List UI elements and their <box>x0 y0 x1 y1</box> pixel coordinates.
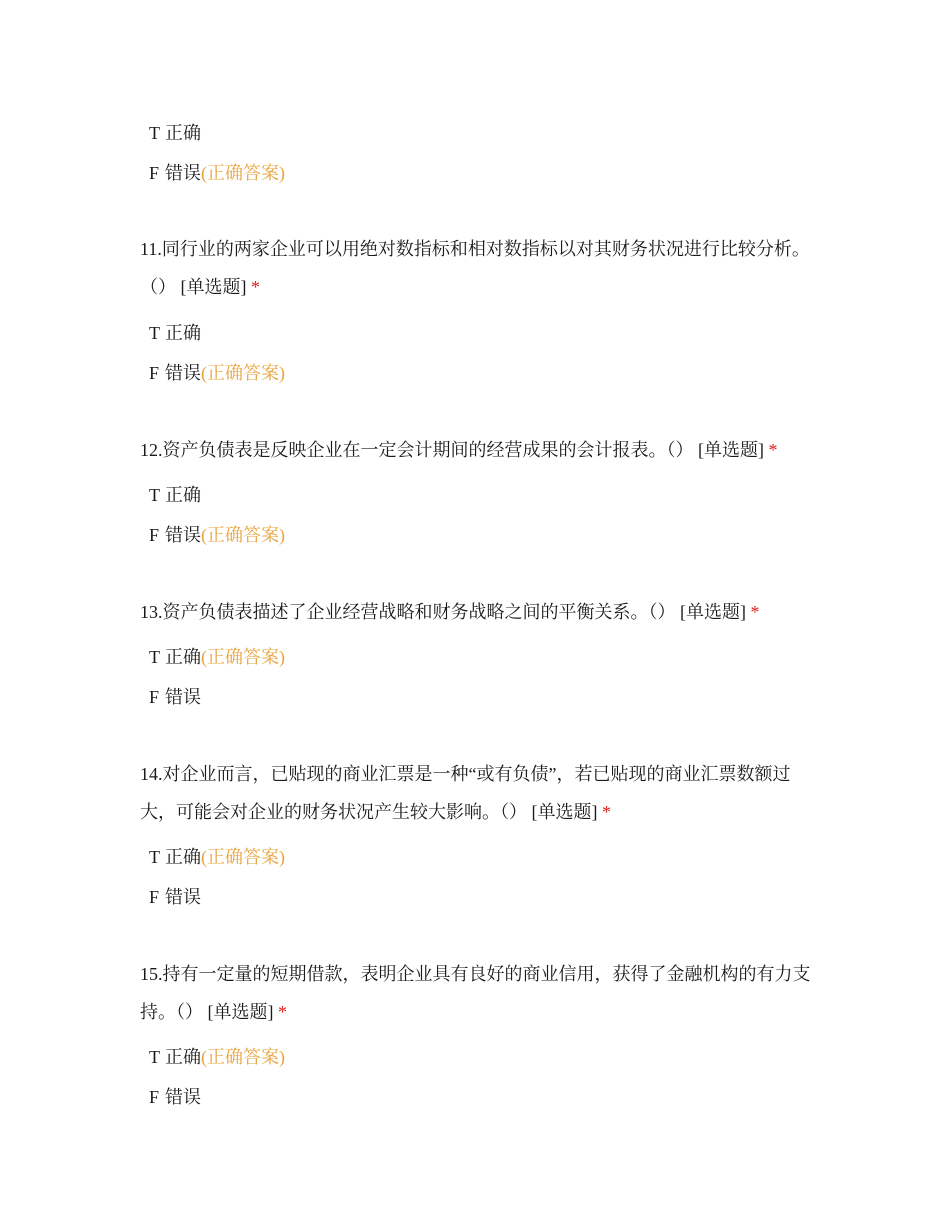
question-11 <box>140 230 820 306</box>
option-letter: F <box>149 525 160 545</box>
question-15 <box>140 955 820 1031</box>
option-text: 正确 <box>165 1047 201 1067</box>
prev-option-true[interactable] <box>149 121 201 145</box>
option-text: 正确 <box>165 485 201 505</box>
q12-option-true[interactable] <box>149 483 201 507</box>
option-text: 正确 <box>165 123 201 143</box>
option-letter: T <box>149 847 160 867</box>
option-letter: T <box>149 123 160 143</box>
q14-option-false[interactable] <box>149 885 201 909</box>
q15-option-false[interactable] <box>149 1085 201 1109</box>
required-mark: * <box>602 802 611 822</box>
option-text: 正确 <box>165 323 201 343</box>
required-mark: * <box>750 602 760 622</box>
option-letter: T <box>149 323 160 343</box>
q13-option-true[interactable] <box>149 645 285 669</box>
option-text: 错误 <box>165 363 201 383</box>
question-text: 12.资产负债表是反映企业在一定会计期间的经营成果的会计报表。（） [单选题] <box>140 440 764 460</box>
q12-option-false[interactable] <box>149 523 285 547</box>
option-text: 错误 <box>165 1087 201 1107</box>
correct-answer-tag: (正确答案) <box>201 525 285 545</box>
q14-option-true[interactable] <box>149 845 285 869</box>
correct-answer-tag: (正确答案) <box>201 647 285 667</box>
option-letter: F <box>149 1087 160 1107</box>
option-text: 错误 <box>165 887 201 907</box>
q15-option-true[interactable] <box>149 1045 285 1069</box>
correct-answer-tag: (正确答案) <box>201 363 285 383</box>
question-text: 15.持有一定量的短期借款，表明企业具有良好的商业信用，获得了金融机构的有力支持。（） [单选题] <box>140 964 811 1022</box>
question-12 <box>140 431 820 469</box>
prev-option-false[interactable] <box>149 161 285 185</box>
question-text: 11.同行业的两家企业可以用绝对数指标和相对数指标以对其财务状况进行比较分析。（） [单选题] <box>140 239 810 297</box>
q11-option-false[interactable] <box>149 361 285 385</box>
option-letter: F <box>149 363 160 383</box>
option-letter: T <box>149 647 160 667</box>
question-14 <box>140 755 820 831</box>
question-text: 13.资产负债表描述了企业经营战略和财务战略之间的平衡关系。（） [单选题] <box>140 602 746 622</box>
option-letter: T <box>149 485 160 505</box>
required-mark: * <box>768 440 778 460</box>
correct-answer-tag: (正确答案) <box>201 1047 285 1067</box>
correct-answer-tag: (正确答案) <box>201 847 285 867</box>
correct-answer-tag: (正确答案) <box>201 163 285 183</box>
q11-option-true[interactable] <box>149 321 201 345</box>
option-letter: F <box>149 687 160 707</box>
option-letter: F <box>149 887 160 907</box>
question-text: 14.对企业而言，已贴现的商业汇票是一种“或有负债”，若已贴现的商业汇票数额过大，可能会对企业的财务状况产生较大影响。（） [单选题] <box>140 764 791 822</box>
required-mark: * <box>278 1002 287 1022</box>
q13-option-false[interactable] <box>149 685 201 709</box>
option-text: 错误 <box>165 687 201 707</box>
option-letter: F <box>149 163 160 183</box>
option-text: 正确 <box>165 847 201 867</box>
required-mark: * <box>251 277 260 297</box>
option-text: 错误 <box>165 525 201 545</box>
option-letter: T <box>149 1047 160 1067</box>
option-text: 错误 <box>165 163 201 183</box>
question-13 <box>140 593 820 631</box>
option-text: 正确 <box>165 647 201 667</box>
